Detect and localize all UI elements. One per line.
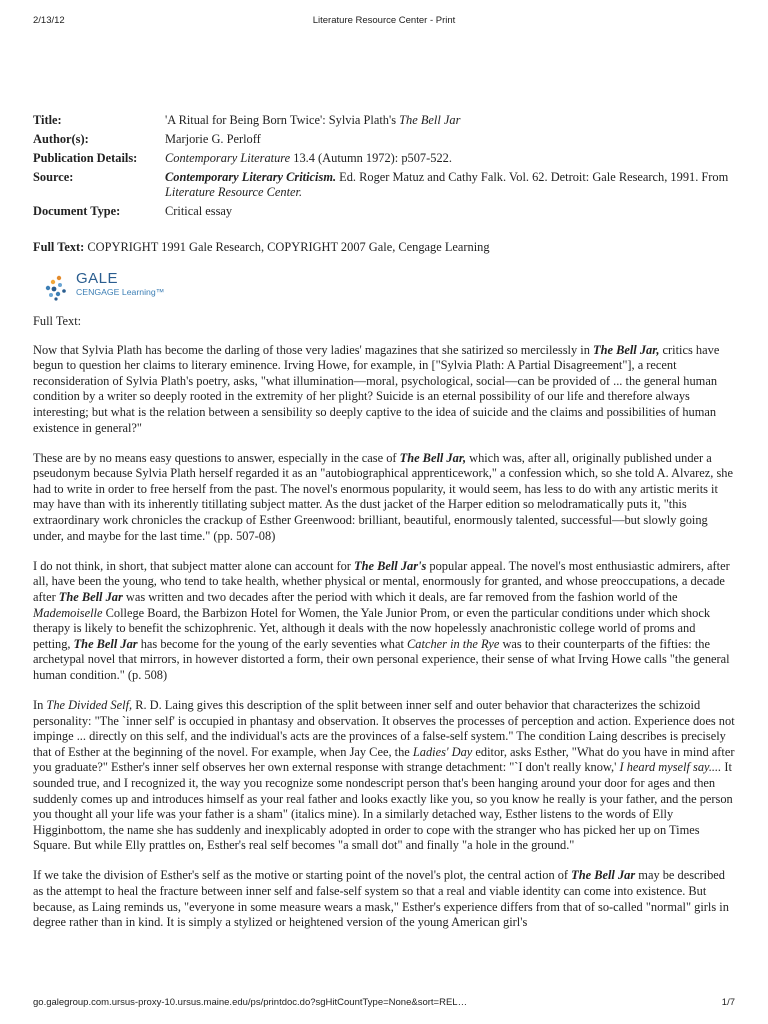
meta-value [165, 113, 733, 128]
text-span: In [33, 697, 47, 712]
meta-row-title [33, 113, 733, 128]
cengage-text: CENGAGE Learning [76, 287, 156, 297]
text-span: may be described as the attempt to heal the fracture between inner self and false-self system so that a real and viable identity can come into existence. But because, as Laing reminds us, "everyone in some measure wears a mask," Esther's experience differs from that of so-called "normal" girls in degree rather than in kind. It is simply a stylized or heightened version of the young American girl's [33, 868, 729, 930]
page-number: 1/7 [721, 997, 735, 1008]
text-span: Critical essay [165, 203, 233, 218]
cengage-wordmark [76, 287, 164, 297]
bold-italic-span: Contemporary Literary Criticism. [165, 170, 337, 184]
print-page-title: Literature Resource Center - Print [312, 15, 456, 26]
text-span: critics have begun to question her claims to literary eminence. Irving Howe, for example, in ["Sylvia Plath: A Partial Disagreement"], a recent reconsideration of Sylvia Plath's poetry, asks, "what illumination—moral, psychological, social—can be provided of ... the general human condition by a writer so deeply rooted in the extremity of her plight? Suicide is an eternal possibility of our life and therefore always interesting; but what is the relation between a sensibility so deeply captive to the idea of suicide and the claims and possibilities of human existence in general?" [33, 342, 720, 435]
meta-row-publication [33, 151, 733, 166]
meta-row-authors [33, 132, 733, 147]
meta-label: Author(s): [33, 132, 89, 146]
meta-value [165, 132, 733, 147]
meta-label: Title: [33, 113, 62, 127]
text-span: It sounded true, and I recognized it, the way you recognize some nondescript person that's been hanging around your door for ages and then suddenly comes up and introduces himself as your real father and looks exactly like you, so you know he really is your father, and the person you thought all your life was your father is a sham" (italics mine). In a similarly detached way, Esther listens to the words of Elly Higginbottom, the name she has suddenly and inexplicably adopted in order to cope with the stranger who has picked her up on Times Square. But while Elly prattles on, Esther's real self becomes "a small dot" and finally "a hole in the ground." [33, 760, 733, 853]
italic-span: The Divided Self, [46, 697, 133, 712]
text-span: Now that Sylvia Plath has become the darling of those very ladies' magazines that she satirized so mercilessly in [33, 342, 594, 357]
gale-wordmark: GALE [76, 270, 119, 287]
text-span: was written and two decades after the period with which it deals, are far removed from the fashion world of the [122, 589, 678, 604]
meta-label: Publication Details: [33, 151, 138, 165]
bold-italic-span: The Bell Jar [73, 636, 138, 651]
text-span: Marjorie G. Perloff [165, 132, 261, 146]
article-body [33, 314, 735, 945]
italic-span: Ladies' Day [412, 744, 473, 759]
italic-span: Literature Resource Center. [165, 184, 303, 199]
text-span: R. D. Laing gives this description of the split between inner self and outer behavior that characterizes the schizoid personality: "The `inner self' is occupied in phantasy and observation. It observes the processes of perception and action. Experience does not impinge ... directly on this self, and the individual's acts are the provinces of a false-self system." The condition Laing describes is precisely that of Esther at the beginning of the novel. For example, when Jay Cee, the [33, 697, 735, 759]
text-span: I do not think, in short, that subject matter alone can account for [33, 558, 355, 573]
citation-metadata [33, 113, 733, 223]
gale-dots-icon [45, 275, 73, 301]
print-header [33, 15, 735, 29]
bold-italic-span: The Bell Jar, [399, 450, 467, 465]
paragraph [33, 559, 735, 684]
paragraph [33, 451, 735, 545]
italic-span: Contemporary Literature [165, 151, 291, 165]
italic-span: I heard myself say.... [619, 760, 722, 775]
italic-span: The Bell Jar [399, 113, 461, 127]
full-text-label: Full Text: [33, 240, 85, 254]
meta-value [165, 204, 733, 219]
print-date: 2/13/12 [33, 15, 65, 26]
text-span: College Board, the Barbizon Hotel for Women, the Yale Junior Prom, or even the particular conditions under which shock therapy is likely to benefit the schizophrenic. Yet, although it deals with the now hopelessly anachronistic college world of proms and petting, [33, 605, 711, 651]
meta-label: Source: [33, 170, 74, 184]
italic-span: Mademoiselle [33, 605, 103, 620]
paragraph [33, 343, 735, 437]
bold-italic-span: The Bell Jar's [354, 558, 427, 573]
text-span: popular appeal. The novel's most enthusiastic admirers, after all, have been the young, who tend to take health, whether physical or mental, enormously for granted, and whose preoccupations, a decade after [33, 558, 730, 604]
text-span: Ed. Roger Matuz and Cathy Falk. Vol. 62. Detroit: Gale Research, 1991. From [336, 170, 729, 184]
copyright-line [33, 240, 733, 255]
text-span: If we take the division of Esther's self as the motive or starting point of the novel's plot, the central action of [33, 868, 572, 883]
text-span: was to their counterparts of the fifties: the archetypal novel that mirrors, in however distorted a form, their own personal experience, their sense of what Irving Howe calls "the general human condition." (p. 508) [33, 636, 730, 682]
meta-row-source [33, 170, 733, 199]
trademark: ™ [155, 287, 165, 297]
copyright-text: COPYRIGHT 1991 Gale Research, COPYRIGHT 2007 Gale, Cengage Learning [84, 240, 490, 254]
text-span: has become for the young of the early seventies what [137, 636, 408, 651]
print-footer [33, 997, 735, 1011]
text-span: 13.4 (Autumn 1972): p507-522. [290, 151, 452, 165]
meta-row-document-type [33, 204, 733, 219]
text-span: These are by no means easy questions to answer, especially in the case of [33, 450, 400, 465]
paragraph [33, 868, 735, 930]
text-span: 'A Ritual for Being Born Twice': Sylvia Plath's [165, 113, 400, 127]
full-text-heading: Full Text: [33, 314, 82, 328]
source-url: go.galegroup.com.ursus-proxy-10.ursus.maine.edu/ps/printdoc.do?sgHitCountType=None&sort=REL… [33, 997, 468, 1008]
gale-cengage-logo [45, 269, 185, 303]
text-span: editor, asks Esther, "What do you have in mind after you graduate?" Esther's inner self observes her own external response with strange detachment: "`I don't really know,' [33, 744, 735, 775]
text-span: which was, after all, originally published under a pseudonym because Sylvia Plath herself regarded it as an "autobiographical apprenticework," a confession which, so she told A. Alvarez, she had to write in order to free herself from the past. The novel's enormous popularity, it would seem, has less to do with any artistic merits it may have than with its inherently titillating subject matter. As the dust jacket of the Harper edition so melodramatically puts it, "this extraordinary work chronicles the crackup of Esther Greenwood: brilliant, beautiful, enormously talented, successful—but slowly going under, and maybe for the last time." (pp. 507-08) [33, 450, 734, 543]
italic-span: Catcher in the Rye [407, 636, 500, 651]
bold-italic-span: The Bell Jar, [593, 342, 660, 357]
bold-italic-span: The Bell Jar [571, 868, 636, 883]
paragraph [33, 698, 735, 854]
meta-label: Document Type: [33, 203, 121, 218]
bold-italic-span: The Bell Jar [58, 589, 123, 604]
meta-value [165, 151, 733, 166]
meta-value [165, 170, 733, 199]
